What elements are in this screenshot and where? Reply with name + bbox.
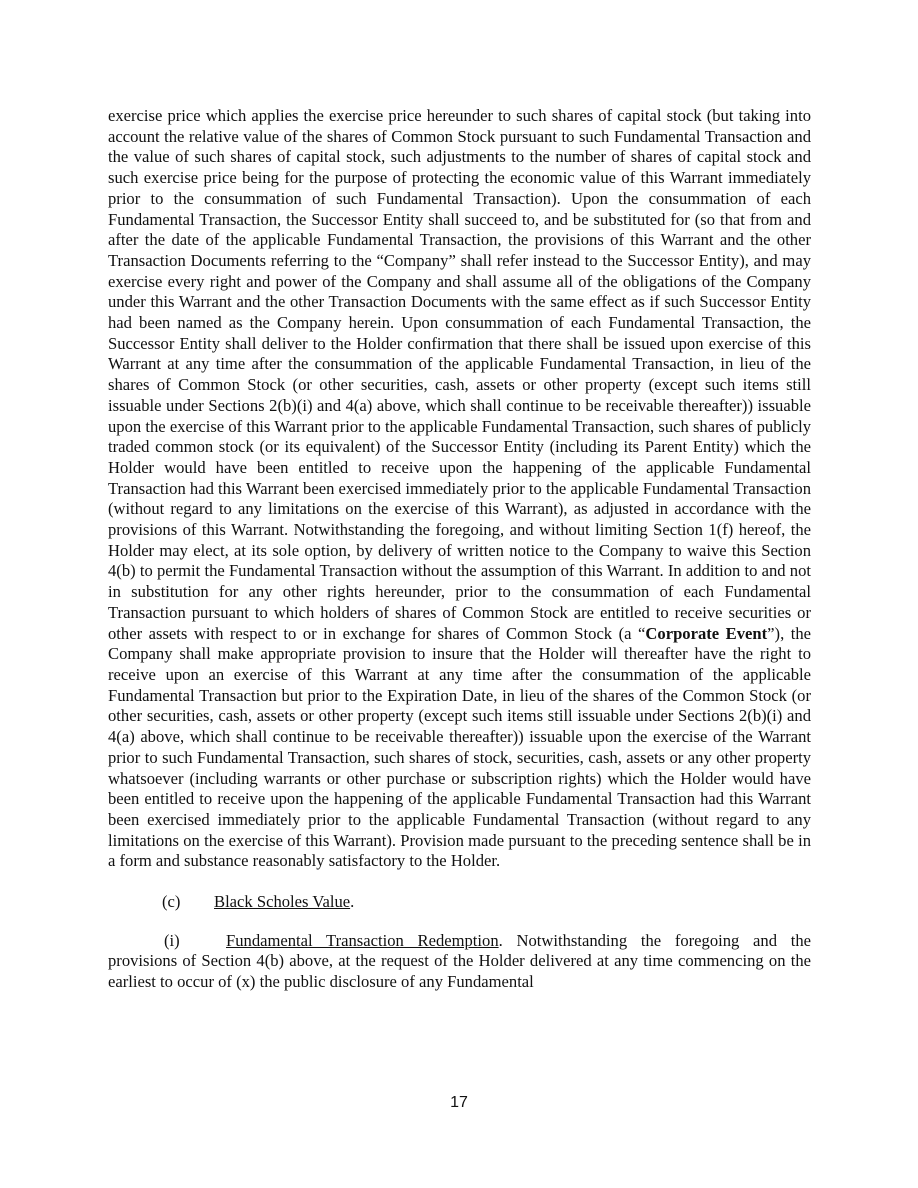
subsection-i-text: Notwithstanding the foregoing and the provisions of Section 4(b) above, at the request of the Holder delivered at any time commencing on the earliest to occur of (x) the public disclosure of any Fundamental: [108, 930, 811, 992]
section-c-heading: [108, 892, 811, 913]
page-number: 17: [450, 1094, 468, 1111]
defined-term-corporate-event: Corporate Event: [645, 623, 768, 643]
section-c-label: (c): [162, 892, 181, 912]
main-paragraph-text-before: exercise price which applies the exercise price hereunder to such shares of capital stock (but taking into account the relative value of the shares of Common Stock pursuant to such Fundamental Transaction and the value of such shares of capital stock, such adjustments to the number of shares of capital stock and such exercise price being for the purpose of protecting the economic value of this Warrant immediately prior to the consummation of such Fundamental Transaction). Upon the consummation of each Fundamental Transaction, the Successor Entity shall succeed to, and be substituted for (so that from and after the date of the applicable Fundamental Transaction, the provisions of this Warrant and the other Transaction Documents referring to the “Company” shall refer instead to the Successor Entity), and may exercise every right and power of the Company and shall assume all of the obligations of the Company under this Warrant and the other Transaction Documents with the same effect as if such Successor Entity had been named as the Company herein. Upon consummation of each Fundamental Transaction, the Successor Entity shall deliver to the Holder confirmation that there shall be issued upon exercise of this Warrant at any time after the consummation of the applicable Fundamental Transaction, in lieu of the shares of Common Stock (or other securities, cash, assets or other property (except such items still issuable under Sections 2(b)(i) and 4(a) above, which shall continue to be receivable thereafter)) issuable upon the exercise of this Warrant prior to the applicable Fundamental Transaction, such shares of publicly traded common stock (or its equivalent) of the Successor Entity (including its Parent Entity) which the Holder would have been entitled to receive upon the happening of the applicable Fundamental Transaction had this Warrant been exercised immediately prior to the applicable Fundamental Transaction (without regard to any limitations on the exercise of this Warrant), as adjusted in accordance with the provisions of this Warrant. Notwithstanding the foregoing, and without limiting Section 1(f) hereof, the Holder may elect, at its sole option, by delivery of written notice to the Company to waive this Section 4(b) to permit the Fundamental Transaction without the assumption of this Warrant. In addition to and not in substitution for any other rights hereunder, prior to the consummation of each Fundamental Transaction pursuant to which holders of shares of Common Stock are entitled to receive securities or other assets with respect to or in exchange for shares of Common Stock (a “: [108, 106, 811, 643]
subsection-i-title-suffix: .: [498, 930, 503, 950]
subsection-i-title: Fundamental Transaction Redemption: [226, 930, 499, 950]
section-c-title-suffix: .: [350, 892, 355, 912]
document-page: [108, 106, 811, 1009]
subsection-i-label: (i): [164, 930, 180, 950]
main-paragraph: [108, 106, 811, 872]
main-paragraph-text-after: ”), the Company shall make appropriate provision to insure that the Holder will thereafter have the right to receive upon an exercise of this Warrant at any time after the consummation of the applicable Fundamental Transaction but prior to the Expiration Date, in lieu of the shares of the Common Stock (or other securities, cash, assets or other property (except such items still issuable under Sections 2(b)(i) and 4(a) above, which shall continue to be receivable thereafter)) issuable upon the exercise of the Warrant prior to such Fundamental Transaction, such shares of stock, securities, cash, assets or any other property whatsoever (including warrants or other purchase or subscription rights) which the Holder would have been entitled to receive upon the happening of the applicable Fundamental Transaction had this Warrant been exercised immediately prior to the applicable Fundamental Transaction (without regard to any limitations on the exercise of this Warrant). Provision made pursuant to the preceding sentence shall be in a form and substance reasonably satisfactory to the Holder.: [108, 623, 812, 871]
subsection-i-paragraph: [108, 931, 811, 993]
section-c-title: Black Scholes Value: [214, 892, 351, 912]
